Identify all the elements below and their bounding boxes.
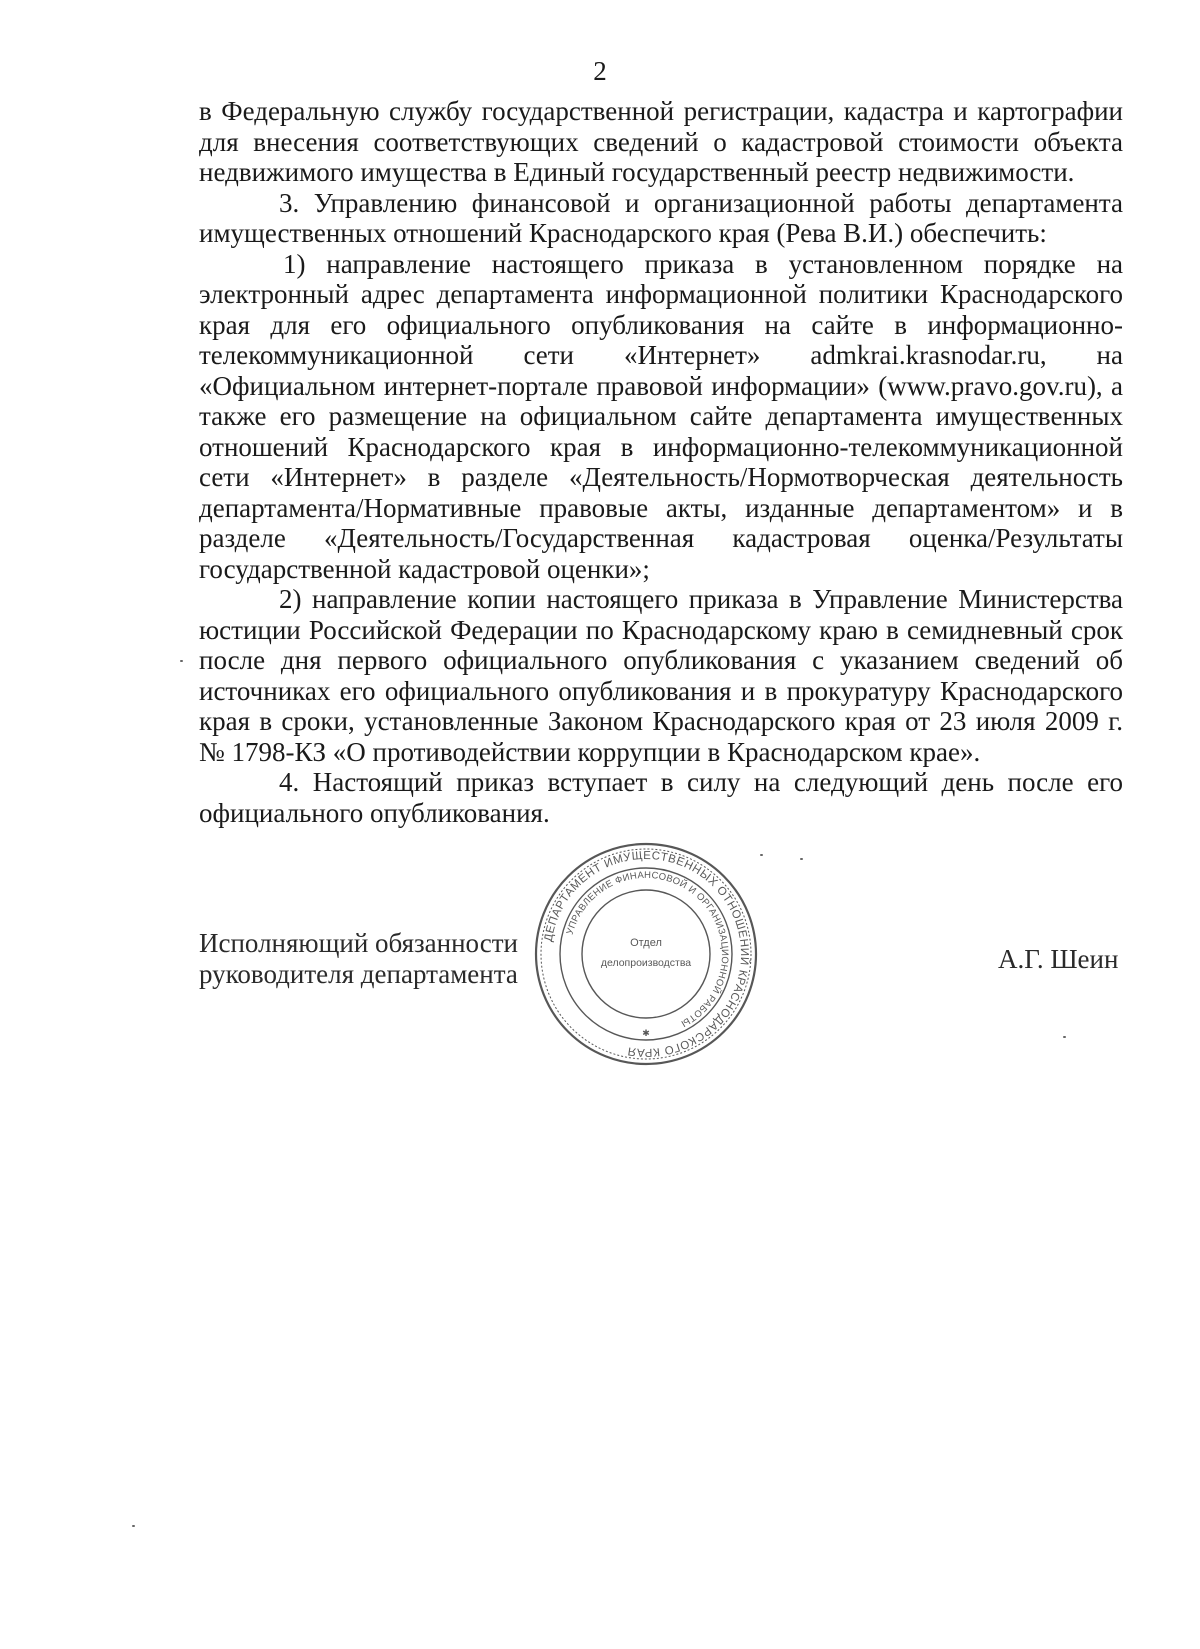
stamp-middle-ring (560, 868, 732, 1040)
signatory-name: А.Г. Шеин (998, 944, 1119, 974)
scan-speck (760, 854, 763, 856)
signatory-position (199, 928, 518, 990)
stamp-outer-text: ДЕПАРТАМЕНТ ИМУЩЕСТВЕННЫХ ОТНОШЕНИЙ КРАСНОДАРСКОГО КРАЯ (542, 849, 751, 1059)
page-number: 2 (593, 56, 607, 86)
signatory-position-line2: руководителя департамента (199, 959, 518, 989)
stamp-inner-text: УПРАВЛЕНИЕ ФИНАНСОВОЙ И ОРГАНИЗАЦИОННОЙ РАБОТЫ (564, 869, 731, 1029)
stamp-inner-ring (582, 890, 710, 1018)
document-body (199, 96, 1123, 828)
scan-speck (180, 660, 183, 662)
paragraph-subitem-2: 2) направление копии настоящего приказа в Управление Министерства юстиции Российской Федерации по Краснодарскому краю в семидневный срок после дня первого официального опубликования с указанием сведений об источниках его официального опубликования и в прокуратуру Краснодарского края в сроки, установленные Законом Краснодарского края от 23 июля 2009 г. № 1798-КЗ «О противодействии коррупции в Краснодарском крае». (199, 584, 1123, 767)
signatory-position-line1: Исполняющий обязанности (199, 928, 518, 958)
paragraph-continuation: в Федеральную службу государственной регистрации, кадастра и картографии для внесения соответствующих сведений о кадастровой стоимости объекта недвижимого имущества в Единый государственный реестр недвижимости. (199, 96, 1123, 187)
scan-speck (800, 858, 803, 860)
stamp-star-icon: ✱ (642, 1029, 650, 1039)
paragraph-item-3: 3. Управлению финансовой и организационной работы департамента имущественных отношений Краснодарского края (Рева В.И.) обеспечить: (199, 187, 1123, 248)
scan-speck (132, 1525, 135, 1527)
scan-speck (1063, 1036, 1066, 1038)
stamp-center-line2: делопроизводства (600, 957, 692, 969)
official-stamp (530, 838, 762, 1070)
stamp-center-line1: Отдел (630, 937, 662, 949)
paragraph-item-4: 4. Настоящий приказ вступает в силу на следующий день после его официального опубликования. (199, 767, 1123, 828)
paragraph-subitem-1: 1) направление настоящего приказа в установленном порядке на электронный адрес департамента информационной политики Краснодарского края для его официального опубликования на сайте в информационно-телекоммуникационной сети «Интернет» admkrai.krasnodar.ru, на «Официальном интернет-портале правовой информации» (www.pravo.gov.ru), а также его размещение на официальном сайте департамента имущественных отношений Краснодарского края в информационно-телекоммуникационной сети «Интернет» в разделе «Деятельность/Нормотворческая деятельность департамента/Нормативные правовые акты, изданные департаментом» и в разделе «Деятельность/Государственная кадастровая оценка/Результаты государственной кадастровой оценки»; (199, 248, 1123, 584)
